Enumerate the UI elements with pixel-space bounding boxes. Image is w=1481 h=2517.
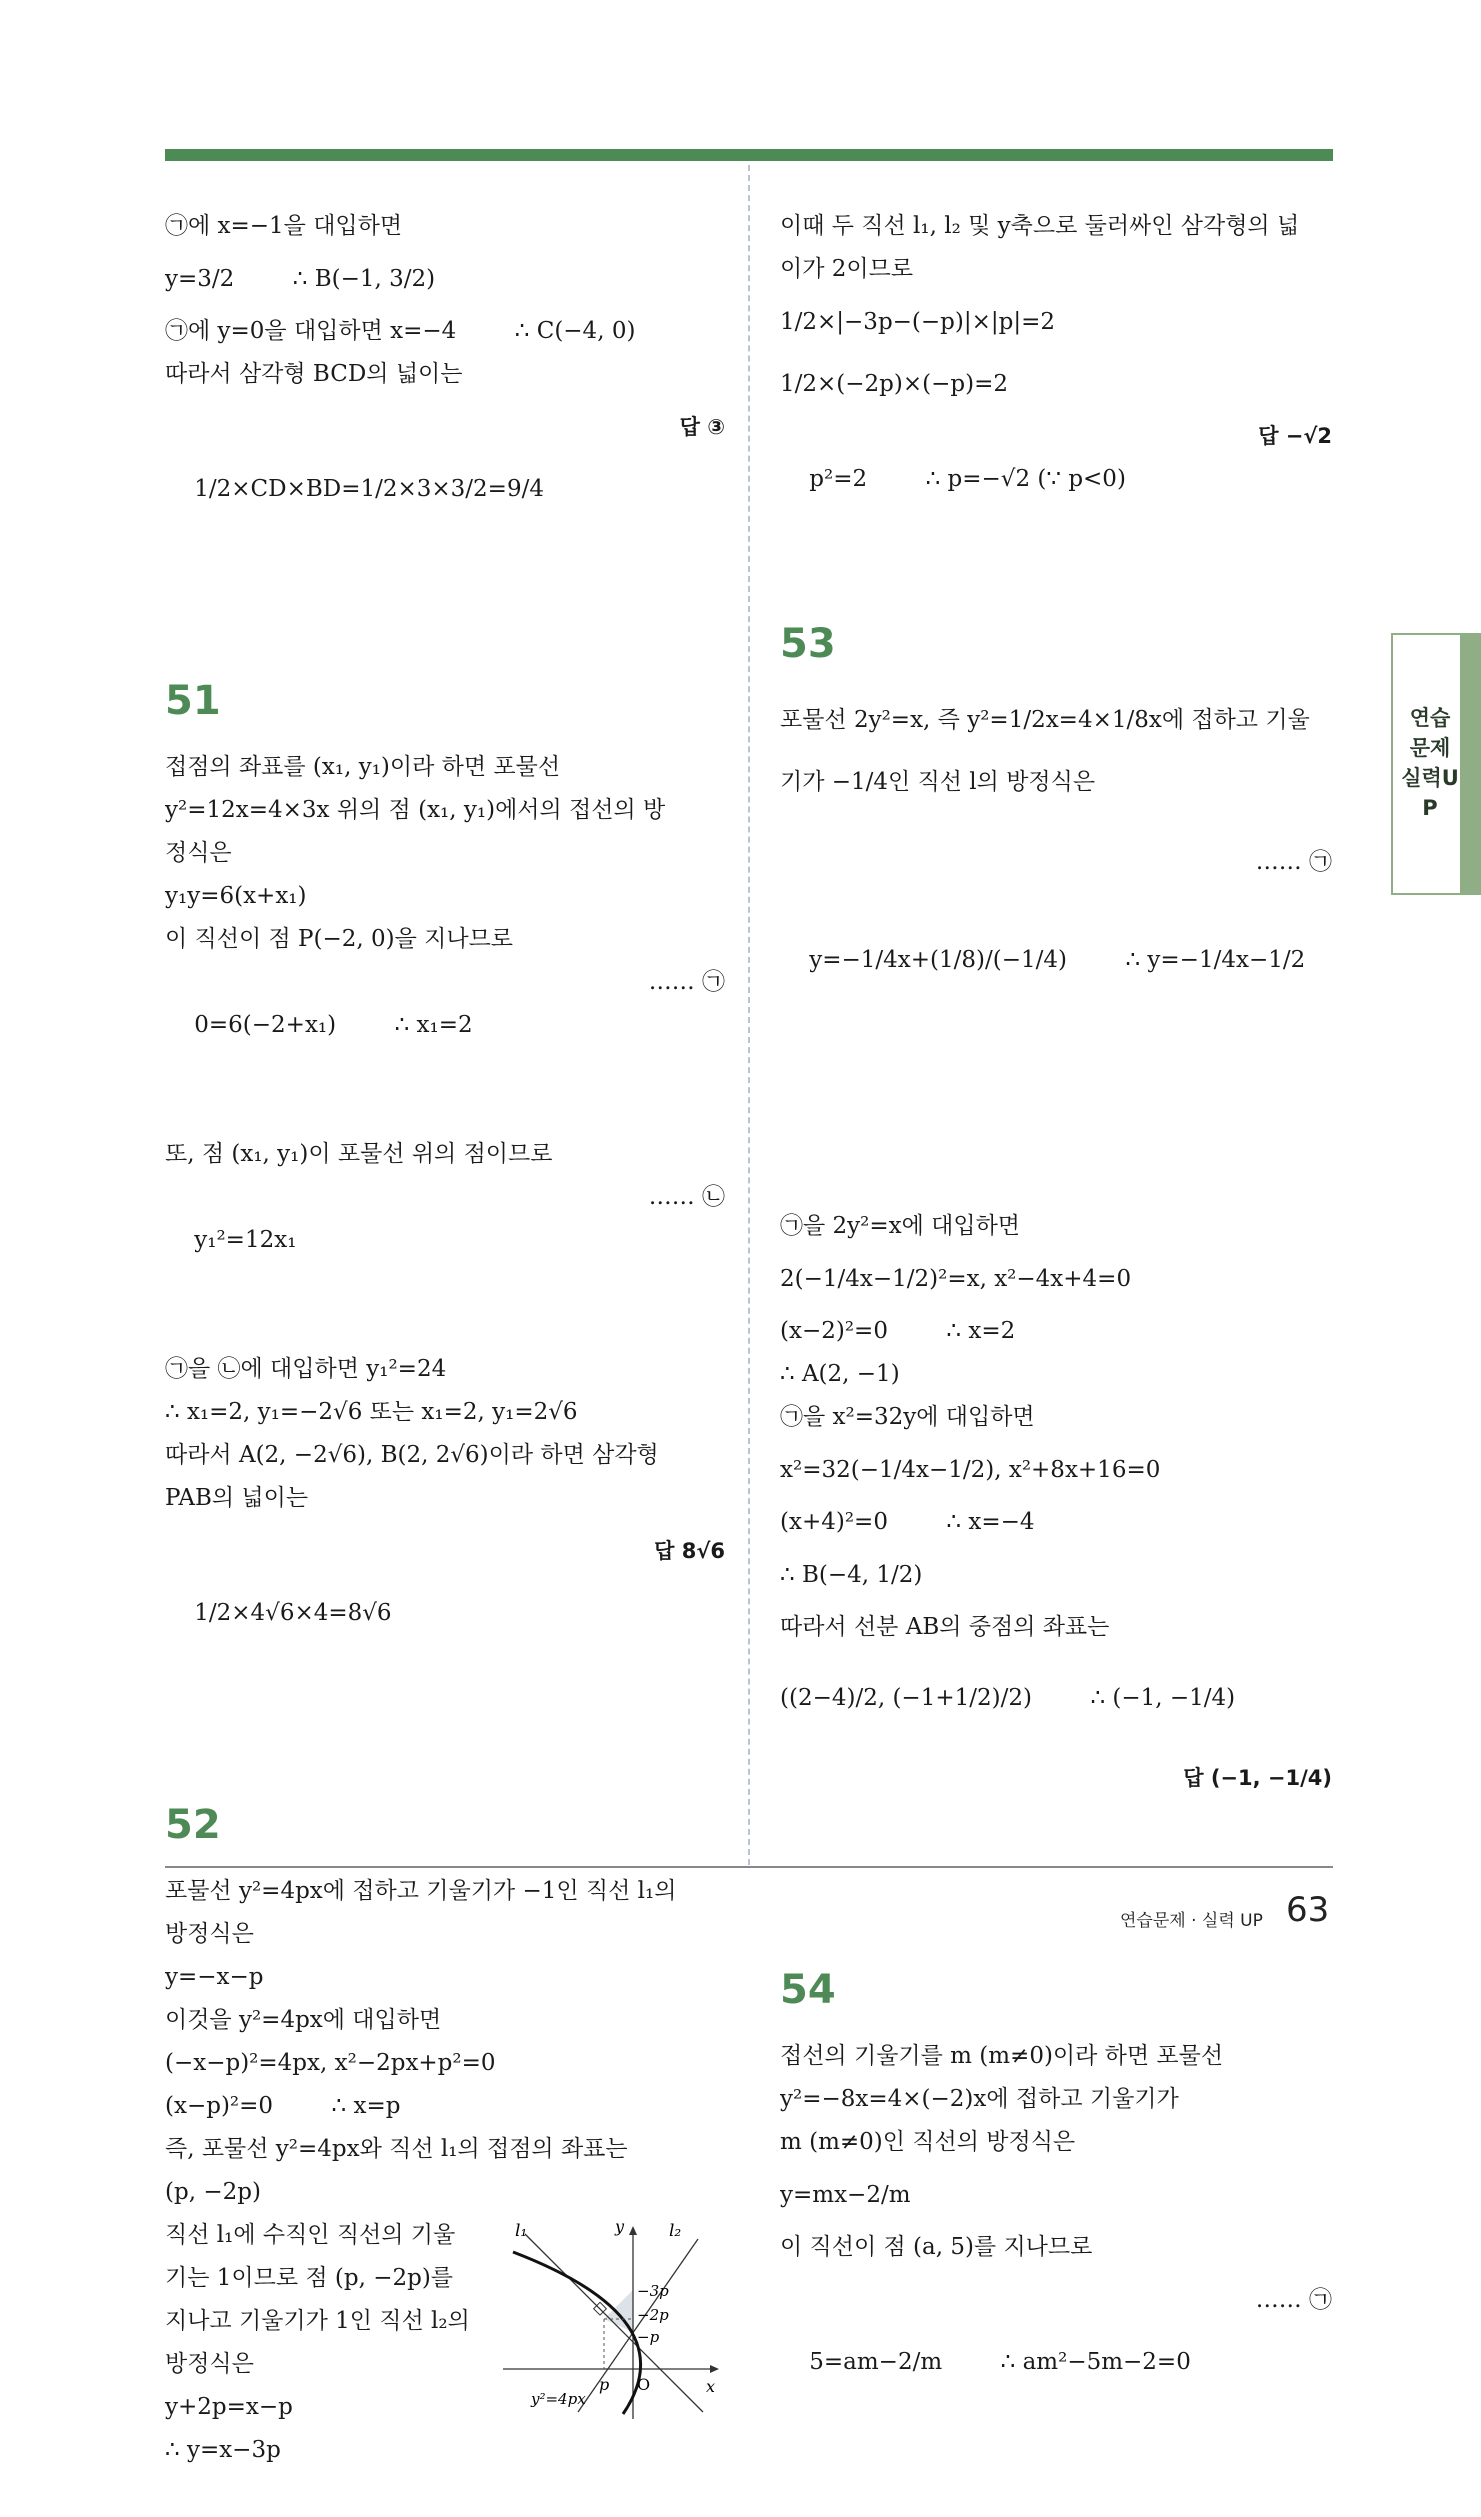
- text-line: 또, 점 (x₁, y₁)이 포물선 위의 점이므로: [165, 1141, 553, 1167]
- text-line: [165, 961, 725, 1133]
- text-line: x²=32(−1/4x−1/2), x²+8x+16=0: [780, 1457, 1161, 1483]
- equation-mark: …… ㉠: [1255, 2287, 1332, 2313]
- text-line: 이 직선이 점 (a, 5)를 지나므로: [780, 2234, 1093, 2260]
- text-line: [780, 813, 1332, 1205]
- text-line: ㉠을 x²=32y에 대입하면: [780, 1404, 1035, 1430]
- y-axis-arrow: [629, 2226, 637, 2235]
- formula: 5=am−2/m ∴ am²−5m−2=0: [809, 2349, 1191, 2375]
- label-x: x: [706, 2377, 716, 2396]
- parabola-tangent-figure: [503, 2214, 725, 2424]
- problem-number-53: 53: [780, 621, 836, 667]
- text-line: 따라서 삼각형 BCD의 넓이는: [165, 361, 463, 387]
- text-line: 1/2×(−2p)×(−p)=2: [780, 371, 1008, 397]
- text-line: 이가 2이므로: [780, 256, 914, 282]
- text-line: ㉠을 2y²=x에 대입하면: [780, 1213, 1021, 1239]
- text-line: ∴ x₁=2, y₁=−2√6 또는 x₁=2, y₁=2√6: [165, 1399, 578, 1425]
- label-l2: l₂: [669, 2221, 682, 2241]
- text-line: y²=−8x=4×(−2)x에 접하고 기울기가: [780, 2086, 1179, 2112]
- text-line: ㉠을 ㉡에 대입하면 y₁²=24: [165, 1356, 447, 1382]
- text-line: ㉠에 y=0을 대입하면 x=−4 ∴ C(−4, 0): [165, 318, 636, 344]
- text-line: (x+4)²=0 ∴ x=−4: [780, 1509, 1035, 1535]
- text-line: ∴ A(2, −1): [780, 1361, 900, 1387]
- text-line: y₁y=6(x+x₁): [165, 883, 307, 909]
- formula: 1/2×4√6×4=8√6: [194, 1600, 392, 1626]
- text-line: [165, 1520, 725, 1768]
- label-l1: l₁: [515, 2221, 528, 2241]
- text-line: 따라서 선분 AB의 중점의 좌표는: [780, 1614, 1110, 1640]
- formula: p²=2 ∴ p=−√2 (∵ p<0): [809, 466, 1126, 492]
- text-line: 기가 −1/4인 직선 l의 방정식은: [780, 769, 1096, 795]
- text-line: [165, 1176, 725, 1348]
- problem-number-51: 51: [165, 678, 221, 724]
- left-column: [165, 205, 725, 2472]
- text-line: 1/2×|−3p−(−p)|×|p|=2: [780, 309, 1056, 335]
- answer: 답 (−1, −1/4): [1183, 1766, 1332, 1790]
- text-line: y²=12x=4×3x 위의 점 (x₁, y₁)에서의 접선의 방: [165, 797, 666, 823]
- text-line: 접점의 좌표를 (x₁, y₁)이라 하면 포물선: [165, 754, 561, 780]
- text-line: PAB의 넓이는: [165, 1485, 309, 1511]
- figure-row: [165, 2214, 725, 2472]
- answer: 답 8√6: [654, 1539, 725, 1563]
- column-divider: [748, 165, 750, 1865]
- label-parabola: y²=4px: [531, 2390, 586, 2408]
- text-line: (p, −2p): [165, 2179, 261, 2205]
- text-line: ((2−4)/2, (−1+1/2)/2) ∴ (−1, −1/4): [780, 1685, 1236, 1711]
- answer: 답 ③: [679, 415, 725, 439]
- text-line: 방정식은: [165, 1921, 254, 1947]
- text-line: (−x−p)²=4px, x²−2px+p²=0: [165, 2050, 496, 2076]
- text-line: 포물선 2y²=x, 즉 y²=1/2x=4×1/8x에 접하고 기울: [780, 707, 1310, 733]
- formula: y=−1/4x+(1/8)/(−1/4) ∴ y=−1/4x−1/2: [809, 947, 1306, 973]
- top-green-bar: [165, 149, 1333, 161]
- text-line: y=mx−2/m: [780, 2182, 911, 2208]
- text-line: 이때 두 직선 l₁, l₂ 및 y축으로 둘러싸인 삼각형의 넓: [780, 213, 1300, 239]
- formula: y₁²=12x₁: [194, 1227, 297, 1253]
- text-line: y+2p=x−p: [165, 2394, 293, 2420]
- text-line: 이 직선이 점 P(−2, 0)을 지나므로: [165, 926, 514, 952]
- label-minus-3p: −3p: [637, 2282, 669, 2300]
- label-minus-p: −p: [637, 2328, 660, 2346]
- text-line: y=−x−p: [165, 1964, 264, 1990]
- text-line: 직선 l₁에 수직인 직선의 기울: [165, 2222, 456, 2248]
- text-line: (x−2)²=0 ∴ x=2: [780, 1318, 1016, 1344]
- text-line: (x−p)²=0 ∴ x=p: [165, 2093, 401, 2119]
- problem-number-52: 52: [165, 1802, 221, 1848]
- footer-section-label: 연습문제 · 실력 UP: [1120, 1911, 1263, 1931]
- text-line: 포물선 y²=4px에 접하고 기울기가 −1인 직선 l₁의: [165, 1878, 677, 1904]
- text-line: 접선의 기울기를 m (m≠0)이라 하면 포물선: [780, 2043, 1224, 2069]
- side-tab-label: 연습문제 실력UP: [1401, 706, 1459, 820]
- section-side-tab: [1391, 633, 1481, 895]
- label-y: y: [615, 2217, 625, 2236]
- text-line: [780, 415, 1332, 587]
- problem-number-54: 54: [780, 1967, 836, 2013]
- label-minus-2p: −2p: [637, 2306, 669, 2324]
- right-column: [780, 205, 1332, 2517]
- text-line: ∴ B(−4, 1/2): [780, 1562, 923, 1588]
- text-line: y=3/2 ∴ B(−1, 3/2): [165, 266, 436, 292]
- equation-mark: …… ㉡: [648, 1184, 725, 1210]
- page-number: 63: [1286, 1890, 1330, 1930]
- side-tab-panel: [1391, 633, 1462, 895]
- equation-mark: …… ㉠: [1255, 849, 1332, 875]
- text-line: [780, 2269, 1332, 2517]
- text-line: [165, 396, 725, 644]
- text-line: 기는 1이므로 점 (p, −2p)를: [165, 2265, 454, 2291]
- text-line: ㉠에 x=−1을 대입하면: [165, 213, 403, 239]
- text-line: 지나고 기울기가 1인 직선 l₂의: [165, 2308, 470, 2334]
- text-line: 즉, 포물선 y²=4px와 직선 l₁의 접점의 좌표는: [165, 2136, 628, 2162]
- text-line: ∴ y=x−3p: [165, 2437, 281, 2463]
- text-line: 이것을 y²=4px에 대입하면: [165, 2007, 442, 2033]
- text-line: 2(−1/4x−1/2)²=x, x²−4x+4=0: [780, 1266, 1132, 1292]
- formula: 1/2×CD×BD=1/2×3×3/2=9/4: [194, 476, 544, 502]
- answer: 답 −√2: [1258, 424, 1332, 448]
- label-origin: O: [637, 2375, 651, 2394]
- equation-mark: …… ㉠: [648, 969, 725, 995]
- text-line: 정식은: [165, 840, 232, 866]
- formula: 0=6(−2+x₁) ∴ x₁=2: [194, 1012, 473, 1038]
- label-p: p: [599, 2375, 610, 2394]
- line-l1: [525, 2234, 703, 2412]
- text-line: m (m≠0)인 직선의 방정식은: [780, 2129, 1076, 2155]
- x-axis-arrow: [710, 2365, 719, 2373]
- text-line: 따라서 A(2, −2√6), B(2, 2√6)이라 하면 삼각형: [165, 1442, 659, 1468]
- bottom-rule: [165, 1866, 1333, 1868]
- text-line: 방정식은: [165, 2351, 254, 2377]
